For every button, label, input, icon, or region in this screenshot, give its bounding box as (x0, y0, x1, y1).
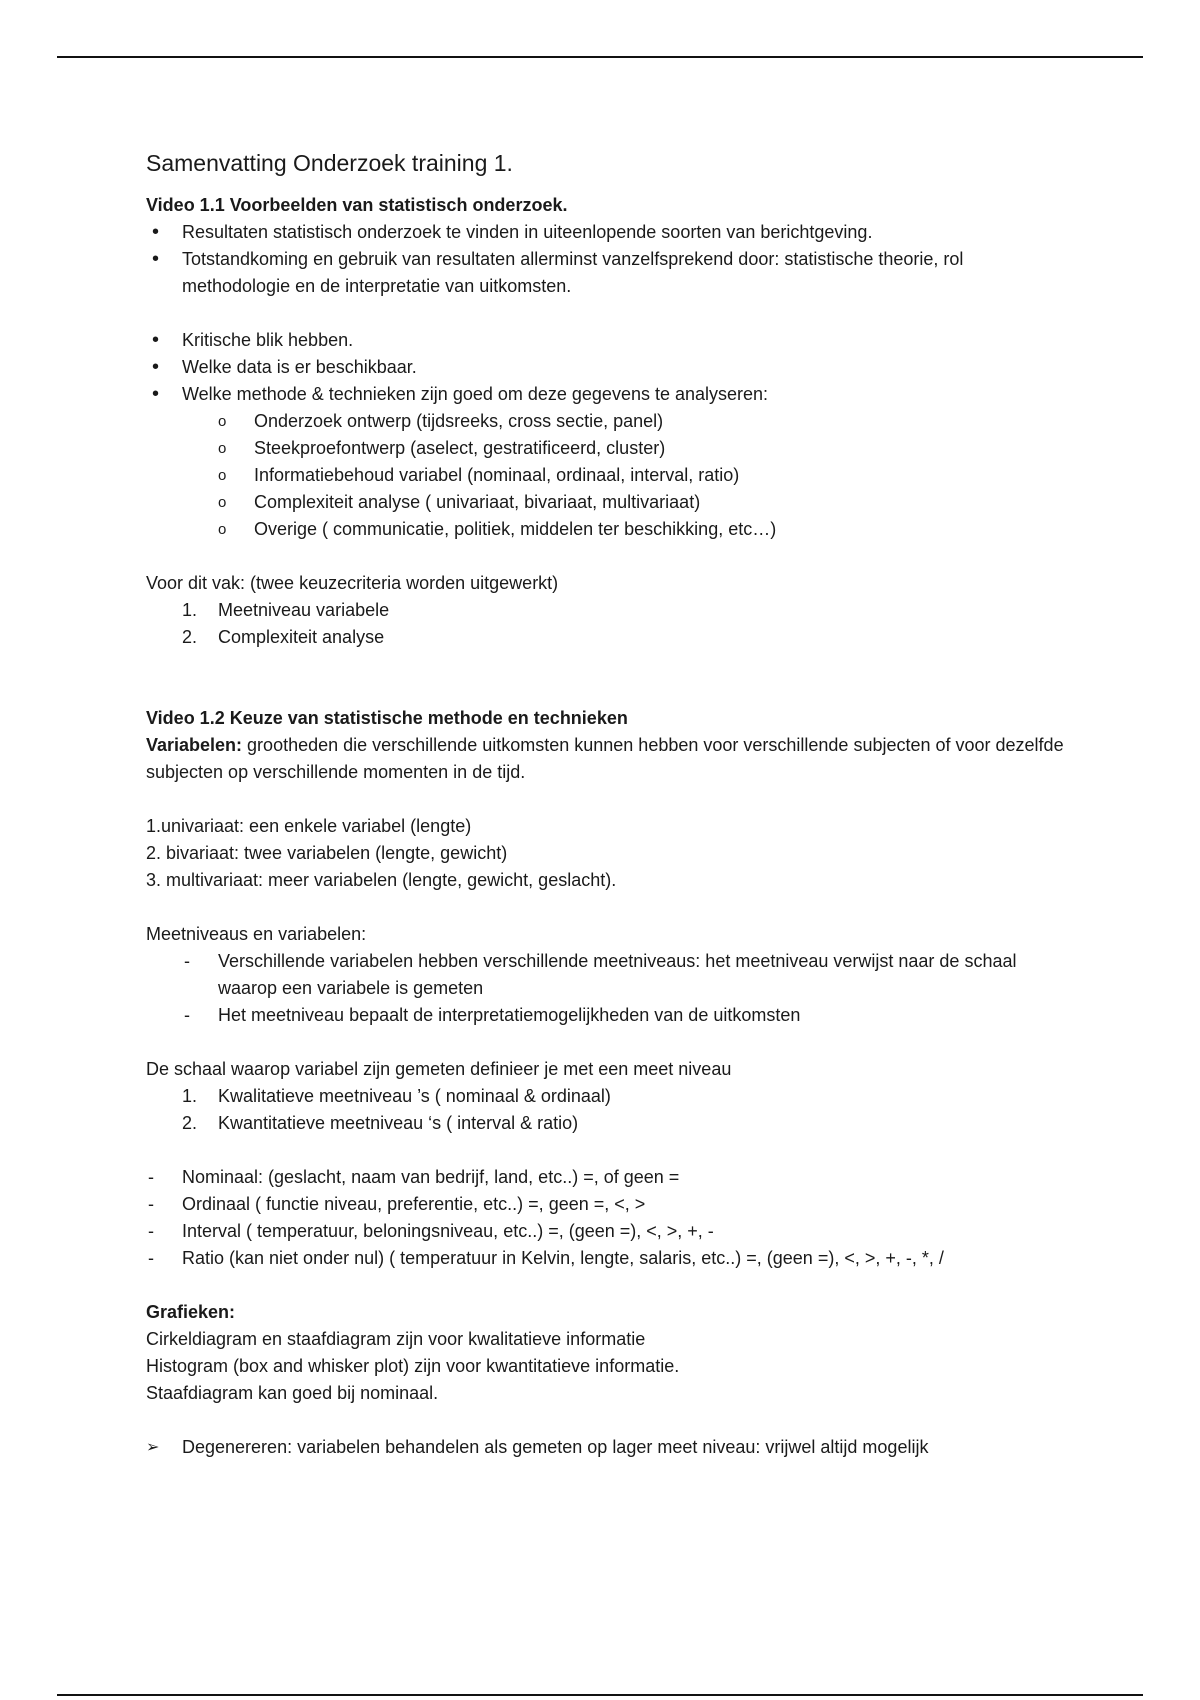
analysis-line: 3. multivariaat: meer variabelen (lengte, gewicht, geslacht). (146, 870, 617, 890)
variabelen-definition: Variabelen: grootheden die verschillende uitkomsten kunnen hebben voor verschillende subjecten of voor dezelfde subjecten op verschillende momenten in de tijd. (146, 735, 1064, 782)
arrow-list-degenereren (146, 1434, 1076, 1461)
header-rule (57, 56, 1143, 58)
sub-list-methods (218, 408, 1076, 543)
page-title: Samenvatting Onderzoek training 1. (146, 150, 513, 176)
numbered-list-schaal (182, 1083, 1076, 1137)
list-item: 1. Meetniveau variabele (182, 600, 390, 620)
list-item: • Kritische blik hebben. (146, 327, 1076, 354)
footer-rule (57, 1694, 1143, 1696)
variabelen-label: Variabelen: (146, 735, 243, 755)
bullet-list-criteria (146, 327, 1076, 408)
dash-list-meetniveaus (182, 948, 1076, 1029)
vak-intro: Voor dit vak: (twee keuzecriteria worden uitgewerkt) (146, 573, 559, 593)
list-item: • Totstandkoming en gebruik van resultaten allerminst vanzelfsprekend door: statistische theorie, rol methodologie en de interpretatie van uitkomsten. (146, 246, 1076, 300)
sub-list-item: o Informatiebehoud variabel (nominaal, ordinaal, interval, ratio) (218, 462, 1076, 489)
meetniveaus-intro: Meetniveaus en variabelen: (146, 924, 367, 944)
analysis-line: 2. bivariaat: twee variabelen (lengte, gewicht) (146, 843, 508, 863)
sub-list-item: o Complexiteit analyse ( univariaat, bivariaat, multivariaat) (218, 489, 1076, 516)
list-item: 2. Complexiteit analyse (182, 627, 385, 647)
sub-list-item: o Overige ( communicatie, politiek, middelen ter beschikking, etc…) (218, 516, 1076, 543)
schaal-intro: De schaal waarop variabel zijn gemeten definieer je met een meet niveau (146, 1059, 732, 1079)
dash-list-levels (146, 1164, 1076, 1272)
list-item: - Ordinaal ( functie niveau, preferentie, etc..) =, geen =, <, > (146, 1191, 1076, 1218)
list-item: 1. Kwalitatieve meetniveau ’s ( nominaal & ordinaal) (182, 1086, 611, 1106)
list-item: - Interval ( temperatuur, beloningsniveau, etc..) =, (geen =), <, >, +, - (146, 1218, 1076, 1245)
grafieken-heading: Grafieken: (146, 1302, 236, 1322)
list-item: ➢ Degenereren: variabelen behandelen als gemeten op lager meet niveau: vrijwel altijd mogelijk (146, 1434, 1076, 1461)
section-heading-video-1-1: Video 1.1 Voorbeelden van statistisch onderzoek. (146, 195, 568, 215)
list-item: - Het meetniveau bepaalt de interpretatiemogelijkheden van de uitkomsten (182, 1002, 1076, 1029)
list-item: - Verschillende variabelen hebben verschillende meetniveaus: het meetniveau verwijst naar de schaal waarop een variabele is gemeten (182, 948, 1076, 1002)
grafieken-line: Cirkeldiagram en staafdiagram zijn voor kwalitatieve informatie (146, 1329, 646, 1349)
bullet-list-results (146, 219, 1076, 300)
list-item: • Welke methode & technieken zijn goed om deze gegevens te analyseren: (146, 381, 1076, 408)
sub-list-item: o Onderzoek ontwerp (tijdsreeks, cross sectie, panel) (218, 408, 1076, 435)
analysis-line: 1.univariaat: een enkele variabel (lengte) (146, 816, 472, 836)
list-item: • Welke data is er beschikbaar. (146, 354, 1076, 381)
list-item: - Ratio (kan niet onder nul) ( temperatuur in Kelvin, lengte, salaris, etc..) =, (geen =), <, >, +, -, *, / (146, 1245, 1076, 1272)
grafieken-line: Staafdiagram kan goed bij nominaal. (146, 1383, 439, 1403)
list-item: 2. Kwantitatieve meetniveau ‘s ( interval & ratio) (182, 1113, 579, 1133)
section-heading-video-1-2: Video 1.2 Keuze van statistische methode en technieken (146, 708, 628, 728)
document-page (146, 148, 1076, 1461)
list-item: • Resultaten statistisch onderzoek te vinden in uiteenlopende soorten van berichtgeving. (146, 219, 1076, 246)
grafieken-line: Histogram (box and whisker plot) zijn voor kwantitatieve informatie. (146, 1356, 680, 1376)
list-item: - Nominaal: (geslacht, naam van bedrijf, land, etc..) =, of geen = (146, 1164, 1076, 1191)
numbered-list-vak (182, 597, 1076, 651)
sub-list-item: o Steekproefontwerp (aselect, gestratificeerd, cluster) (218, 435, 1076, 462)
